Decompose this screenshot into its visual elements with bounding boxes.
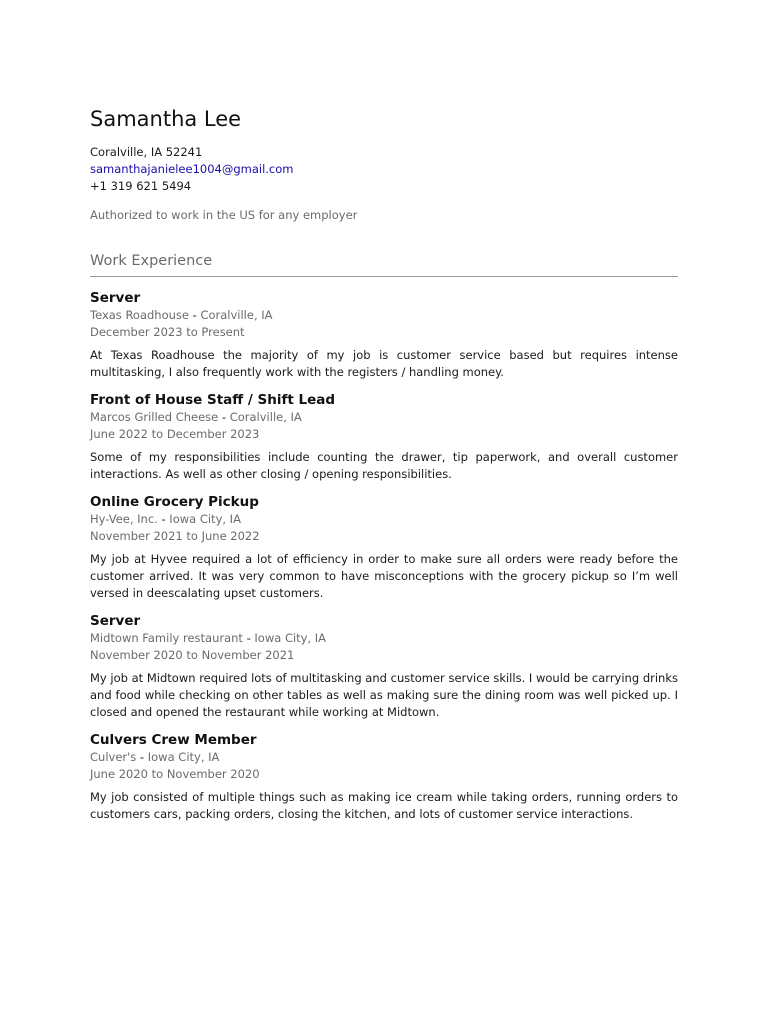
candidate-name: Samantha Lee bbox=[90, 107, 242, 131]
job-entry bbox=[90, 289, 678, 381]
job-dates: December 2023 to Present bbox=[90, 325, 245, 339]
job-company-location bbox=[90, 511, 678, 528]
job-description: My job at Midtown required lots of multitasking and customer service skills. I would be carrying drinks and food while checking on other tables as well as making sure the dining room was well picked up. I closed and opened the restaurant while working at Midtown. bbox=[90, 671, 678, 719]
job-company-location bbox=[90, 630, 678, 647]
job-company: Marcos Grilled Cheese bbox=[90, 410, 219, 424]
job-location: Iowa City, IA bbox=[169, 512, 241, 526]
job-dates: June 2022 to December 2023 bbox=[90, 427, 260, 441]
job-description: My job consisted of multiple things such as making ice cream while taking orders, running orders to customers cars, packing orders, closing the kitchen, and lots of customer service interactions. bbox=[90, 790, 678, 821]
job-entry bbox=[90, 391, 678, 483]
job-location: Coralville, IA bbox=[229, 410, 302, 424]
email-link[interactable]: samanthajanielee1004@gmail.com bbox=[90, 162, 294, 176]
job-description: Some of my responsibilities include counting the drawer, tip paperwork, and overall customer interactions. As well as other closing / opening responsibilities. bbox=[90, 450, 678, 481]
job-dates: November 2020 to November 2021 bbox=[90, 648, 295, 662]
job-title: Server bbox=[90, 613, 141, 629]
job-location: Iowa City, IA bbox=[254, 631, 327, 645]
job-entry bbox=[90, 612, 678, 721]
job-company: Culver's bbox=[90, 750, 137, 764]
job-title: Online Grocery Pickup bbox=[90, 494, 259, 510]
separator: - bbox=[136, 750, 148, 764]
separator: - bbox=[157, 512, 170, 526]
section-title-work-experience: Work Experience bbox=[90, 251, 678, 277]
job-title: Front of House Staff / Shift Lead bbox=[90, 392, 336, 408]
job-dates: November 2021 to June 2022 bbox=[90, 529, 260, 543]
job-company: Midtown Family restaurant bbox=[90, 631, 243, 645]
separator: - bbox=[188, 308, 201, 322]
work-authorization: Authorized to work in the US for any employer bbox=[90, 208, 358, 222]
job-company-location bbox=[90, 409, 678, 426]
job-location: Coralville, IA bbox=[200, 308, 273, 322]
job-dates: June 2020 to November 2020 bbox=[90, 767, 260, 781]
separator: - bbox=[242, 631, 255, 645]
job-company: Texas Roadhouse bbox=[90, 308, 189, 322]
job-entry bbox=[90, 731, 678, 823]
job-title: Culvers Crew Member bbox=[90, 732, 257, 748]
phone-number: +1 319 621 5494 bbox=[90, 179, 192, 193]
separator: - bbox=[218, 410, 230, 424]
job-title: Server bbox=[90, 290, 141, 306]
job-description: At Texas Roadhouse the majority of my job is customer service based but requires intense multitasking, I also frequently work with the registers / handling money. bbox=[90, 348, 678, 379]
job-description: My job at Hyvee required a lot of efficiency in order to make sure all orders were ready before the customer arrived. It was very common to have misconceptions with the grocery pickup so I’m well versed in deescalating upset customers. bbox=[90, 552, 678, 600]
location: Coralville, IA 52241 bbox=[90, 145, 203, 159]
job-entry bbox=[90, 493, 678, 602]
job-company: Hy-Vee, Inc. bbox=[90, 512, 158, 526]
job-company-location bbox=[90, 307, 678, 324]
job-location: Iowa City, IA bbox=[147, 750, 220, 764]
job-company-location bbox=[90, 749, 678, 766]
